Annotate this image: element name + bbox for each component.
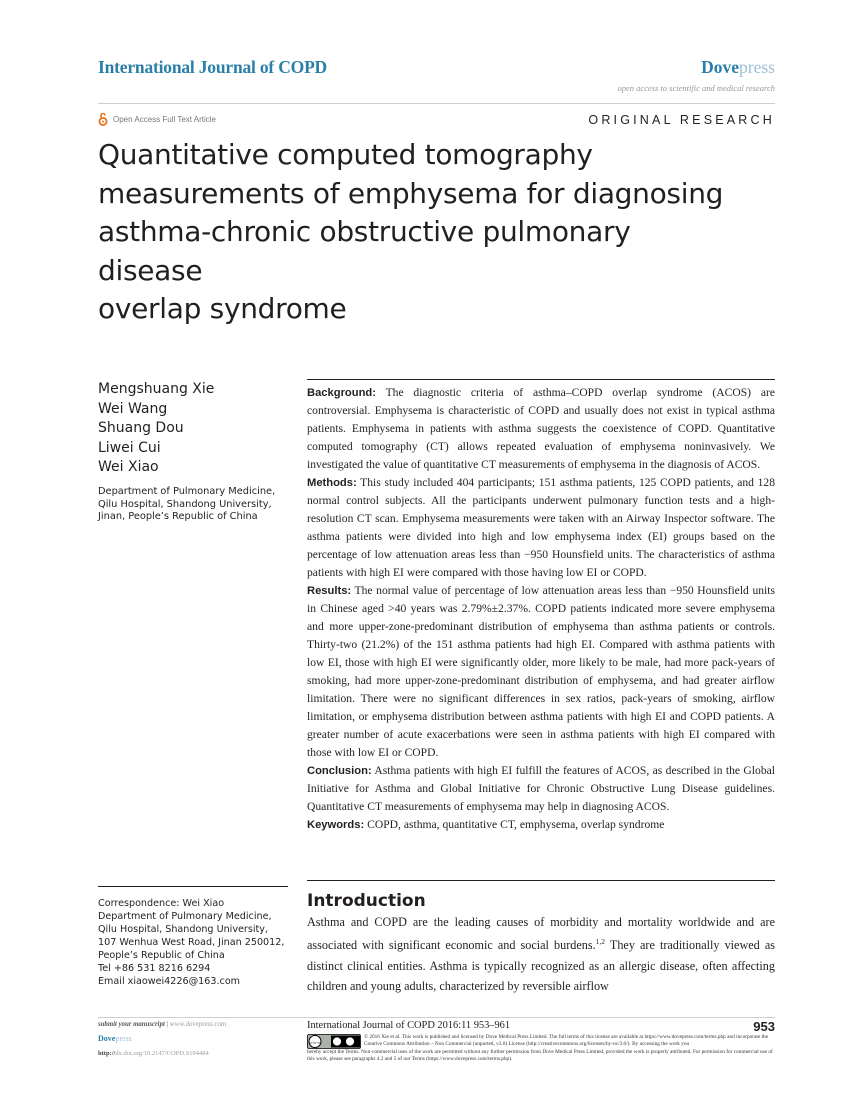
keywords-label: Keywords: [307,819,365,831]
title-line: overlap syndrome [98,292,347,325]
logo-press: press [739,57,775,77]
abstract [307,384,775,834]
by-icon [333,1037,342,1046]
article-title [98,136,738,329]
correspondence-line: People’s Republic of China [98,950,225,961]
submit-label: submit your manuscript [98,1021,165,1028]
footer-divider [98,1017,775,1018]
license-text: © 2016 Xie et al. This work is published and licensed by Dove Medical Press Limited. The full terms of this license are available at https://www.dovepress.com/terms.php and incorporate the Creative Commons Attribution – Non Commercial (unported, v3.0) License (http://creativecommons.org/licenses/by-nc/3.0/). By accessing the work you [364,1034,769,1048]
title-line: measurements of emphysema for diagnosing [98,176,724,210]
background-label: Background: [307,387,376,399]
correspondence-line: Correspondence: Wei Xiao [98,898,225,909]
correspondence-line: 107 Wenhua West Road, Jinan 250012, [98,937,285,948]
cc-label: cc by nc [309,1040,321,1045]
journal-title[interactable]: International Journal of COPD [98,57,327,77]
reference-link[interactable]: 1,2 [595,937,606,947]
doi-prefix: http:// [98,1050,116,1057]
footer-logo-dove: Dove [98,1034,116,1043]
author-name: Wei Wang [98,400,168,417]
logo-dove: Dove [701,57,740,77]
abstract-keywords [307,816,775,834]
introduction-text [307,912,775,996]
methods-label: Methods: [307,477,357,489]
intro-text-part2: They are traditionally viewed as distinct clinical entities. Asthma is typically recognized as an allergic disease, often affecting children and young adults, characterized by reversible airflow [307,938,775,993]
abstract-conclusion [307,762,775,816]
author-list [98,380,214,478]
affiliation-line: Qilu Hospital, Shandong University, [98,498,272,510]
affiliation [98,486,288,524]
affiliation-line: Jinan, People’s Republic of China [98,511,258,522]
abstract-top-rule [307,379,775,380]
conclusion-label: Conclusion: [307,765,372,777]
open-access-label [98,112,216,126]
author-name: Liwei Cui [98,439,161,456]
page-number: 953 [753,1019,775,1034]
correspondence-rule [98,886,288,887]
conclusion-text: Asthma patients with high EI fulfill the features of ACOS, as described in the Global Initiative for Asthma and Global Initiative for Chronic Obstructive Lung Disease guidelines. Quantitative CT measurements of emphysema may help in diagnosing ACOS. [307,764,775,813]
creative-commons-badge[interactable] [307,1034,361,1049]
license-text-continued: hereby accept the Terms. Non-commercial uses of the work are permitted without any further permission from Dove Medical Press Limited, provided the work is properly attributed. For permission for commercial use of this work, please see paragraphs 4.2 and 5 of our Terms (https://www.dovepress.com/terms.php). [307,1049,773,1063]
background-text: The diagnostic criteria of asthma–COPD overlap syndrome (ACOS) are controversial. Emphysema is characteristic of COPD and usually does not exist in typical asthma patients. Emphysema in patients with asthma suggests the coexistence of COPD. Quantitative computed tomography (CT) allows repeated evaluation of emphysema noninvasively. We investigated the value of quantitative CT measurements of emphysema in the diagnosis of ACOS. [307,386,775,471]
publisher-tagline: open access to scientific and medical research [617,83,775,93]
title-line: Quantitative computed tomography [98,138,593,171]
citation: International Journal of COPD 2016:11 953–961 [307,1020,511,1031]
intro-text-part1: Asthma and COPD are the leading causes of morbidity and mortality worldwide and are associated with significant economic and social burdens. [307,915,775,953]
open-access-text: Open Access Full Text Article [113,114,217,124]
header-divider [98,103,775,104]
dovepress-logo[interactable] [701,57,775,78]
nc-icon [346,1037,355,1046]
author-name: Wei Xiao [98,459,159,475]
affiliation-line: Department of Pulmonary Medicine, [98,486,276,497]
submit-manuscript[interactable] [98,1021,226,1028]
submit-sep: | [164,1021,170,1028]
footer-logo-press: press [115,1034,132,1043]
footer-dovepress-logo[interactable] [98,1034,132,1043]
doi-link[interactable] [98,1050,209,1057]
abstract-background [307,384,775,474]
results-text: The normal value of percentage of low attenuation areas less than −950 Hounsfield units in Chinese aged >40 years was 2.79%±2.37%. COPD patients indicated more severe emphysema and more upper-zone-predominant distribution of emphysema than asthma patients or controls. Thirty-two (21.2%) of the 151 asthma patients had high EI. Compared with asthma patients with low EI, those with high EI were significantly older, more likely to be male, had more pack-years of smoking, had more upper-zone-predominant distribution of emphysema, and had greater airflow limitation. There were no significant differences in sex ratios, pack-years of smoking, airflow limitation, or emphysema distribution between asthma patients with high EI and COPD patients. A greater number of acute exacerbations were seen in asthma patients with high EI compared with those with low EI or COPD. [307,584,775,759]
title-line: asthma-chronic obstructive pulmonary disease [98,215,631,287]
results-label: Results: [307,585,352,597]
correspondence-line: Qilu Hospital, Shandong University, [98,924,269,935]
abstract-bottom-rule [307,880,775,881]
correspondence-line: Department of Pulmonary Medicine, [98,911,272,922]
open-access-lock-icon [98,112,108,126]
submit-url[interactable]: www.dovepress.com [169,1021,227,1028]
keywords-text: COPD, asthma, quantitative CT, emphysema, overlap syndrome [367,818,665,831]
author-name: Shuang Dou [98,420,184,436]
correspondence-line: Tel +86 531 8216 6294 [98,963,211,974]
doi-value: dx.doi.org/10.2147/COPD.S104484 [115,1050,209,1057]
article-type: ORIGINAL RESEARCH [588,113,775,127]
correspondence [98,897,298,988]
correspondence-email[interactable]: Email xiaowei4226@163.com [98,976,241,987]
author-name: Mengshuang Xie [98,381,215,397]
abstract-results [307,582,775,762]
introduction-heading: Introduction [307,891,426,911]
methods-text: This study included 404 participants; 151 asthma patients, 125 COPD patients, and 128 normal control subjects. All the participants underwent pulmonary function tests and a high-resolution CT scan. Emphysema measurements were taken with an Airway Inspector software. The asthma patients were divided into high and low emphysema index (EI) groups based on the percentage of low attenuation areas less than −950 Hounsfield units. The characteristics of asthma patients with high EI were compared with those having low EI or COPD. [307,476,775,579]
abstract-methods [307,474,775,582]
